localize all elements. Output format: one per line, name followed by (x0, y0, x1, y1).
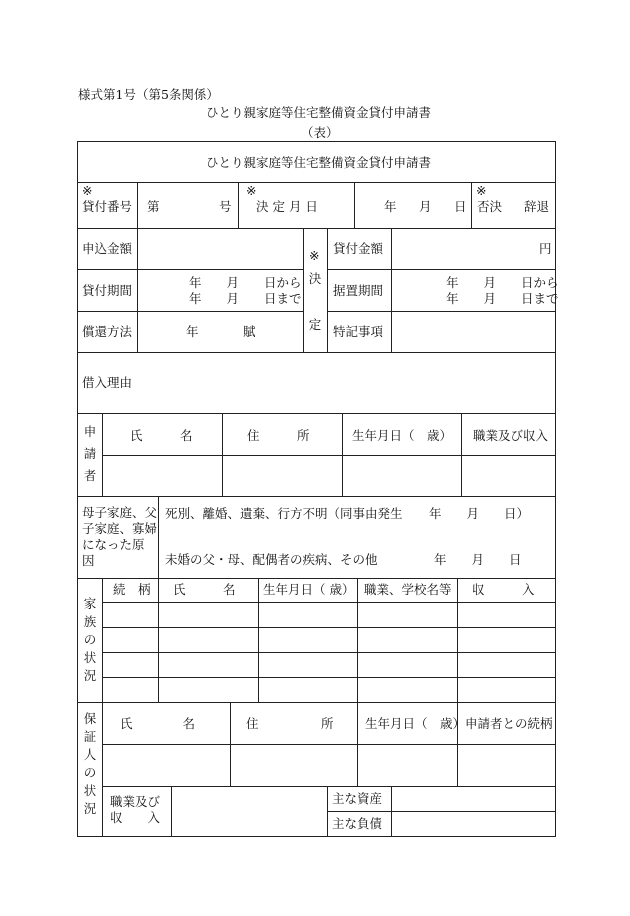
decline-label: 辞退 (524, 199, 550, 214)
rule (77, 702, 556, 703)
rule (77, 413, 556, 414)
box-title: ひとり親家庭等住宅整備資金貸付申請書 (206, 155, 432, 170)
rule (158, 578, 159, 702)
reject-label: 否決 (477, 199, 503, 214)
form-number: 様式第1号（第5条関係） (78, 87, 219, 102)
loan-amount-label: 貸付金額 (333, 241, 384, 256)
applicant-name-header: 氏 名 (130, 428, 193, 443)
family-birth-header: 生年月日（ 歳） (263, 582, 355, 597)
applicant-address-header: 住 所 (247, 428, 310, 443)
grace-period-from: 年 月 日から (446, 275, 559, 290)
loan-period-to: 年 月 日まで (189, 291, 302, 306)
applicant-vertical-label: 申 請 者 (83, 424, 97, 483)
rule (238, 182, 239, 228)
single-reason-2-date: 年 月 日 (434, 552, 522, 567)
office-use-mark: ※ (476, 183, 487, 198)
decision-vertical-2: 定 (308, 317, 322, 332)
rule (77, 228, 556, 229)
rule (77, 311, 303, 312)
guarantor-relation-header: 申請者との続柄 (465, 716, 553, 731)
guarantor-address-header: 住 所 (246, 716, 334, 731)
single-reason-label-1: 母子家庭、父 (82, 505, 158, 520)
family-vertical-label: 家 族 の 状 況 (83, 596, 97, 683)
family-name-header: 氏 名 (173, 582, 236, 597)
fu-label: 賦 (243, 324, 256, 339)
rule (171, 786, 172, 837)
single-reason-label-3: になった原 (82, 537, 145, 552)
rule (102, 627, 556, 628)
guarantor-assets-label: 主な資産 (332, 791, 383, 806)
guarantor-job-label-2: 収 入 (110, 810, 161, 825)
applicant-job-header: 職業及び収入 (473, 428, 549, 443)
applicant-birth-header: 生年月日（ 歳） (352, 428, 453, 443)
guarantor-name-header: 氏 名 (120, 716, 196, 731)
rule (102, 413, 103, 496)
year-label: 年 (384, 199, 397, 214)
family-income-header: 収 入 (472, 582, 535, 597)
rule (461, 413, 462, 496)
form-frame (77, 141, 556, 837)
rule (137, 182, 138, 228)
nen-label: 年 (186, 324, 199, 339)
rule (391, 786, 392, 837)
special-notes-label: 特記事項 (333, 324, 384, 339)
borrow-reason-label: 借入理由 (82, 375, 133, 390)
rule (77, 352, 556, 353)
guarantor-birth-header: 生年月日（ 歳） (365, 716, 466, 731)
rule (391, 228, 392, 352)
rule (230, 702, 231, 786)
rule (258, 578, 259, 702)
decision-date-label: 決 定 月 日 (256, 199, 318, 214)
rule (102, 702, 103, 837)
office-use-mark: ※ (246, 183, 257, 198)
single-reason-1-date: 年 月 日） (429, 506, 530, 521)
rule (102, 578, 103, 702)
single-reason-2: 未婚の父・母、配偶者の疾病、その他 (165, 552, 378, 567)
rule (457, 578, 458, 702)
office-use-mark: ※ (82, 183, 93, 198)
single-reason-label-4: 因 (82, 553, 95, 568)
yen-label: 円 (539, 241, 552, 256)
rule (327, 269, 556, 270)
loan-number-label: 貸付番号 (82, 199, 133, 214)
family-relation-header: 続 柄 (113, 582, 151, 597)
apply-amount-label: 申込金額 (82, 241, 133, 256)
rule (102, 652, 556, 653)
gou-label: 号 (219, 199, 232, 214)
office-use-mark: ※ (309, 248, 320, 263)
rule (354, 182, 355, 228)
single-reason-1: 死別、離婚、遺棄、行方不明（同事由発生 (165, 506, 403, 521)
decision-vertical-1: 決 (308, 271, 322, 286)
rule (102, 602, 556, 603)
rule (471, 182, 472, 228)
rule (102, 744, 556, 745)
rule (357, 578, 358, 702)
month-label: 月 (419, 199, 432, 214)
rule (342, 413, 343, 496)
rule (457, 702, 458, 786)
rule (222, 413, 223, 496)
repay-method-label: 償還方法 (82, 324, 133, 339)
loan-period-label: 貸付期間 (82, 283, 133, 298)
family-job-header: 職業、学校名等 (364, 582, 452, 597)
rule (77, 269, 303, 270)
guarantor-vertical-label: 保 証 人 の 状 況 (83, 711, 97, 816)
form-title: ひとり親家庭等住宅整備資金貸付申請書 (206, 105, 432, 120)
grace-period-to: 年 月 日まで (446, 291, 559, 306)
rule (102, 677, 556, 678)
grace-period-label: 据置期間 (333, 283, 384, 298)
single-reason-label-2: 子家庭、寡婦 (82, 521, 158, 536)
rule (327, 811, 556, 812)
dai-label: 第 (147, 199, 160, 214)
guarantor-debts-label: 主な負債 (332, 816, 383, 831)
rule (158, 496, 159, 578)
loan-period-from: 年 月 日から (189, 275, 302, 290)
form-side-label: （表） (301, 125, 339, 140)
rule (327, 311, 556, 312)
rule (303, 228, 304, 352)
rule (357, 702, 358, 786)
rule (77, 578, 556, 579)
day-label: 日 (454, 199, 467, 214)
guarantor-job-label-1: 職業及び (110, 794, 161, 809)
rule (327, 786, 328, 837)
rule (102, 455, 556, 456)
rule (327, 228, 328, 352)
rule (137, 228, 138, 352)
rule (77, 496, 556, 497)
